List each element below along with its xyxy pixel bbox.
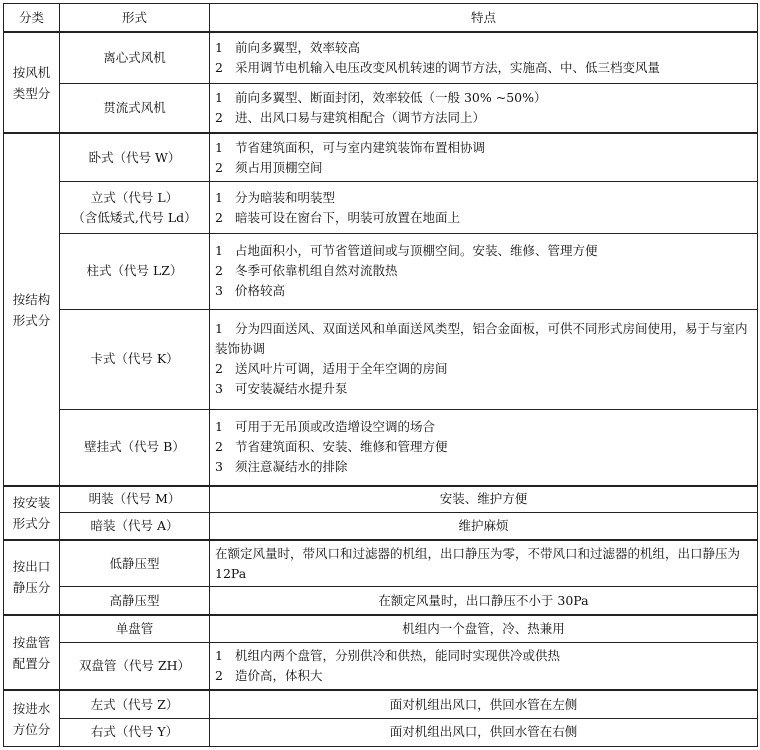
table-row: [4, 133, 758, 181]
features-cell: 1 机组内两个盘管，分别供冷和供热，能同时实现供冷或供热 2 造价高，体积大: [210, 642, 758, 690]
table-row: [4, 409, 758, 485]
table-row: [4, 32, 758, 83]
form-cell: 贯流式风机: [60, 83, 210, 133]
category-static-pressure: 按出口静压分: [4, 540, 60, 615]
table-row: [4, 486, 758, 513]
features-cell: 维护麻烦: [210, 513, 758, 540]
table-row: [4, 309, 758, 409]
category-structure: 按结构形式分: [4, 133, 60, 485]
form-cell: 左式（代号 Z）: [60, 690, 210, 718]
category-installation: 按安装形式分: [4, 486, 60, 540]
form-cell: 高静压型: [60, 587, 210, 615]
category-water-inlet: 按进水方位分: [4, 690, 60, 746]
form-cell: 双盘管（代号 ZH）: [60, 642, 210, 690]
table-row: [4, 690, 758, 718]
table-row: [4, 718, 758, 746]
table-row: [4, 83, 758, 133]
header-form: 形式: [60, 4, 210, 33]
features-cell: 安装、维护方便: [210, 486, 758, 513]
header-category: 分类: [4, 4, 60, 33]
form-cell: 离心式风机: [60, 32, 210, 83]
table-row: [4, 642, 758, 690]
table-row: [4, 182, 758, 234]
form-cell: 立式（代号 L） （含低矮式,代号 Ld）: [60, 182, 210, 234]
features-cell: 面对机组出风口，供回水管在左侧: [210, 690, 758, 718]
form-cell: 明装（代号 M）: [60, 486, 210, 513]
category-coil: 按盘管配置分: [4, 615, 60, 690]
form-cell: 卧式（代号 W）: [60, 133, 210, 181]
features-cell: 1 前向多翼型，效率较高 2 采用调节电机输入电压改变风机转速的调节方法，实施高、中、低三档变风量: [210, 32, 758, 83]
header-features: 特点: [210, 4, 758, 33]
form-cell: 单盘管: [60, 615, 210, 642]
form-cell: 低静压型: [60, 540, 210, 587]
features-cell: 1 分为四面送风、双面送风和单面送风类型，铝合金面板，可供不同形式房间使用，易于与室内装饰协调 2 送风叶片可调，适用于全年空调的房间 3 可安装凝结水提升泵: [210, 309, 758, 409]
form-cell: 右式（代号 Y）: [60, 718, 210, 746]
features-cell: 面对机组出风口，供回水管在右侧: [210, 718, 758, 746]
features-cell: 在额定风量时，带风口和过滤器的机组，出口静压为零，不带风口和过滤器的机组，出口静压为 12Pa: [210, 540, 758, 587]
table-row: [4, 513, 758, 540]
table-row: [4, 587, 758, 615]
table-row: [4, 615, 758, 642]
table-row: [4, 234, 758, 309]
features-cell: 1 分为暗装和明装型 2 暗装可设在窗台下，明装可放置在地面上: [210, 182, 758, 234]
features-cell: 1 可用于无吊顶或改造增设空调的场合 2 节省建筑面积、安装、维修和管理方便 3 须注意凝结水的排除: [210, 409, 758, 485]
features-cell: 1 占地面积小，可节省管道间或与顶棚空间。安装、维修、管理方便 2 冬季可依靠机组自然对流散热 3 价格较高: [210, 234, 758, 309]
features-cell: 1 前向多翼型、断面封闭，效率较低（一般 30% ~50%） 2 进、出风口易与建筑相配合（调节方法同上）: [210, 83, 758, 133]
category-fan-type: 按风机类型分: [4, 32, 60, 133]
form-cell: 柱式（代号 LZ）: [60, 234, 210, 309]
form-cell: 卡式（代号 K）: [60, 309, 210, 409]
features-cell: 在额定风量时，出口静压不小于 30Pa: [210, 587, 758, 615]
features-cell: 1 节省建筑面积，可与室内建筑装饰布置相协调 2 须占用顶棚空间: [210, 133, 758, 181]
table-row: [4, 540, 758, 587]
form-cell: 暗装（代号 A）: [60, 513, 210, 540]
features-cell: 机组内一个盘管，冷、热兼用: [210, 615, 758, 642]
fan-coil-classification-table: [3, 3, 758, 747]
form-cell: 壁挂式（代号 B）: [60, 409, 210, 485]
table-header-row: [4, 4, 758, 33]
